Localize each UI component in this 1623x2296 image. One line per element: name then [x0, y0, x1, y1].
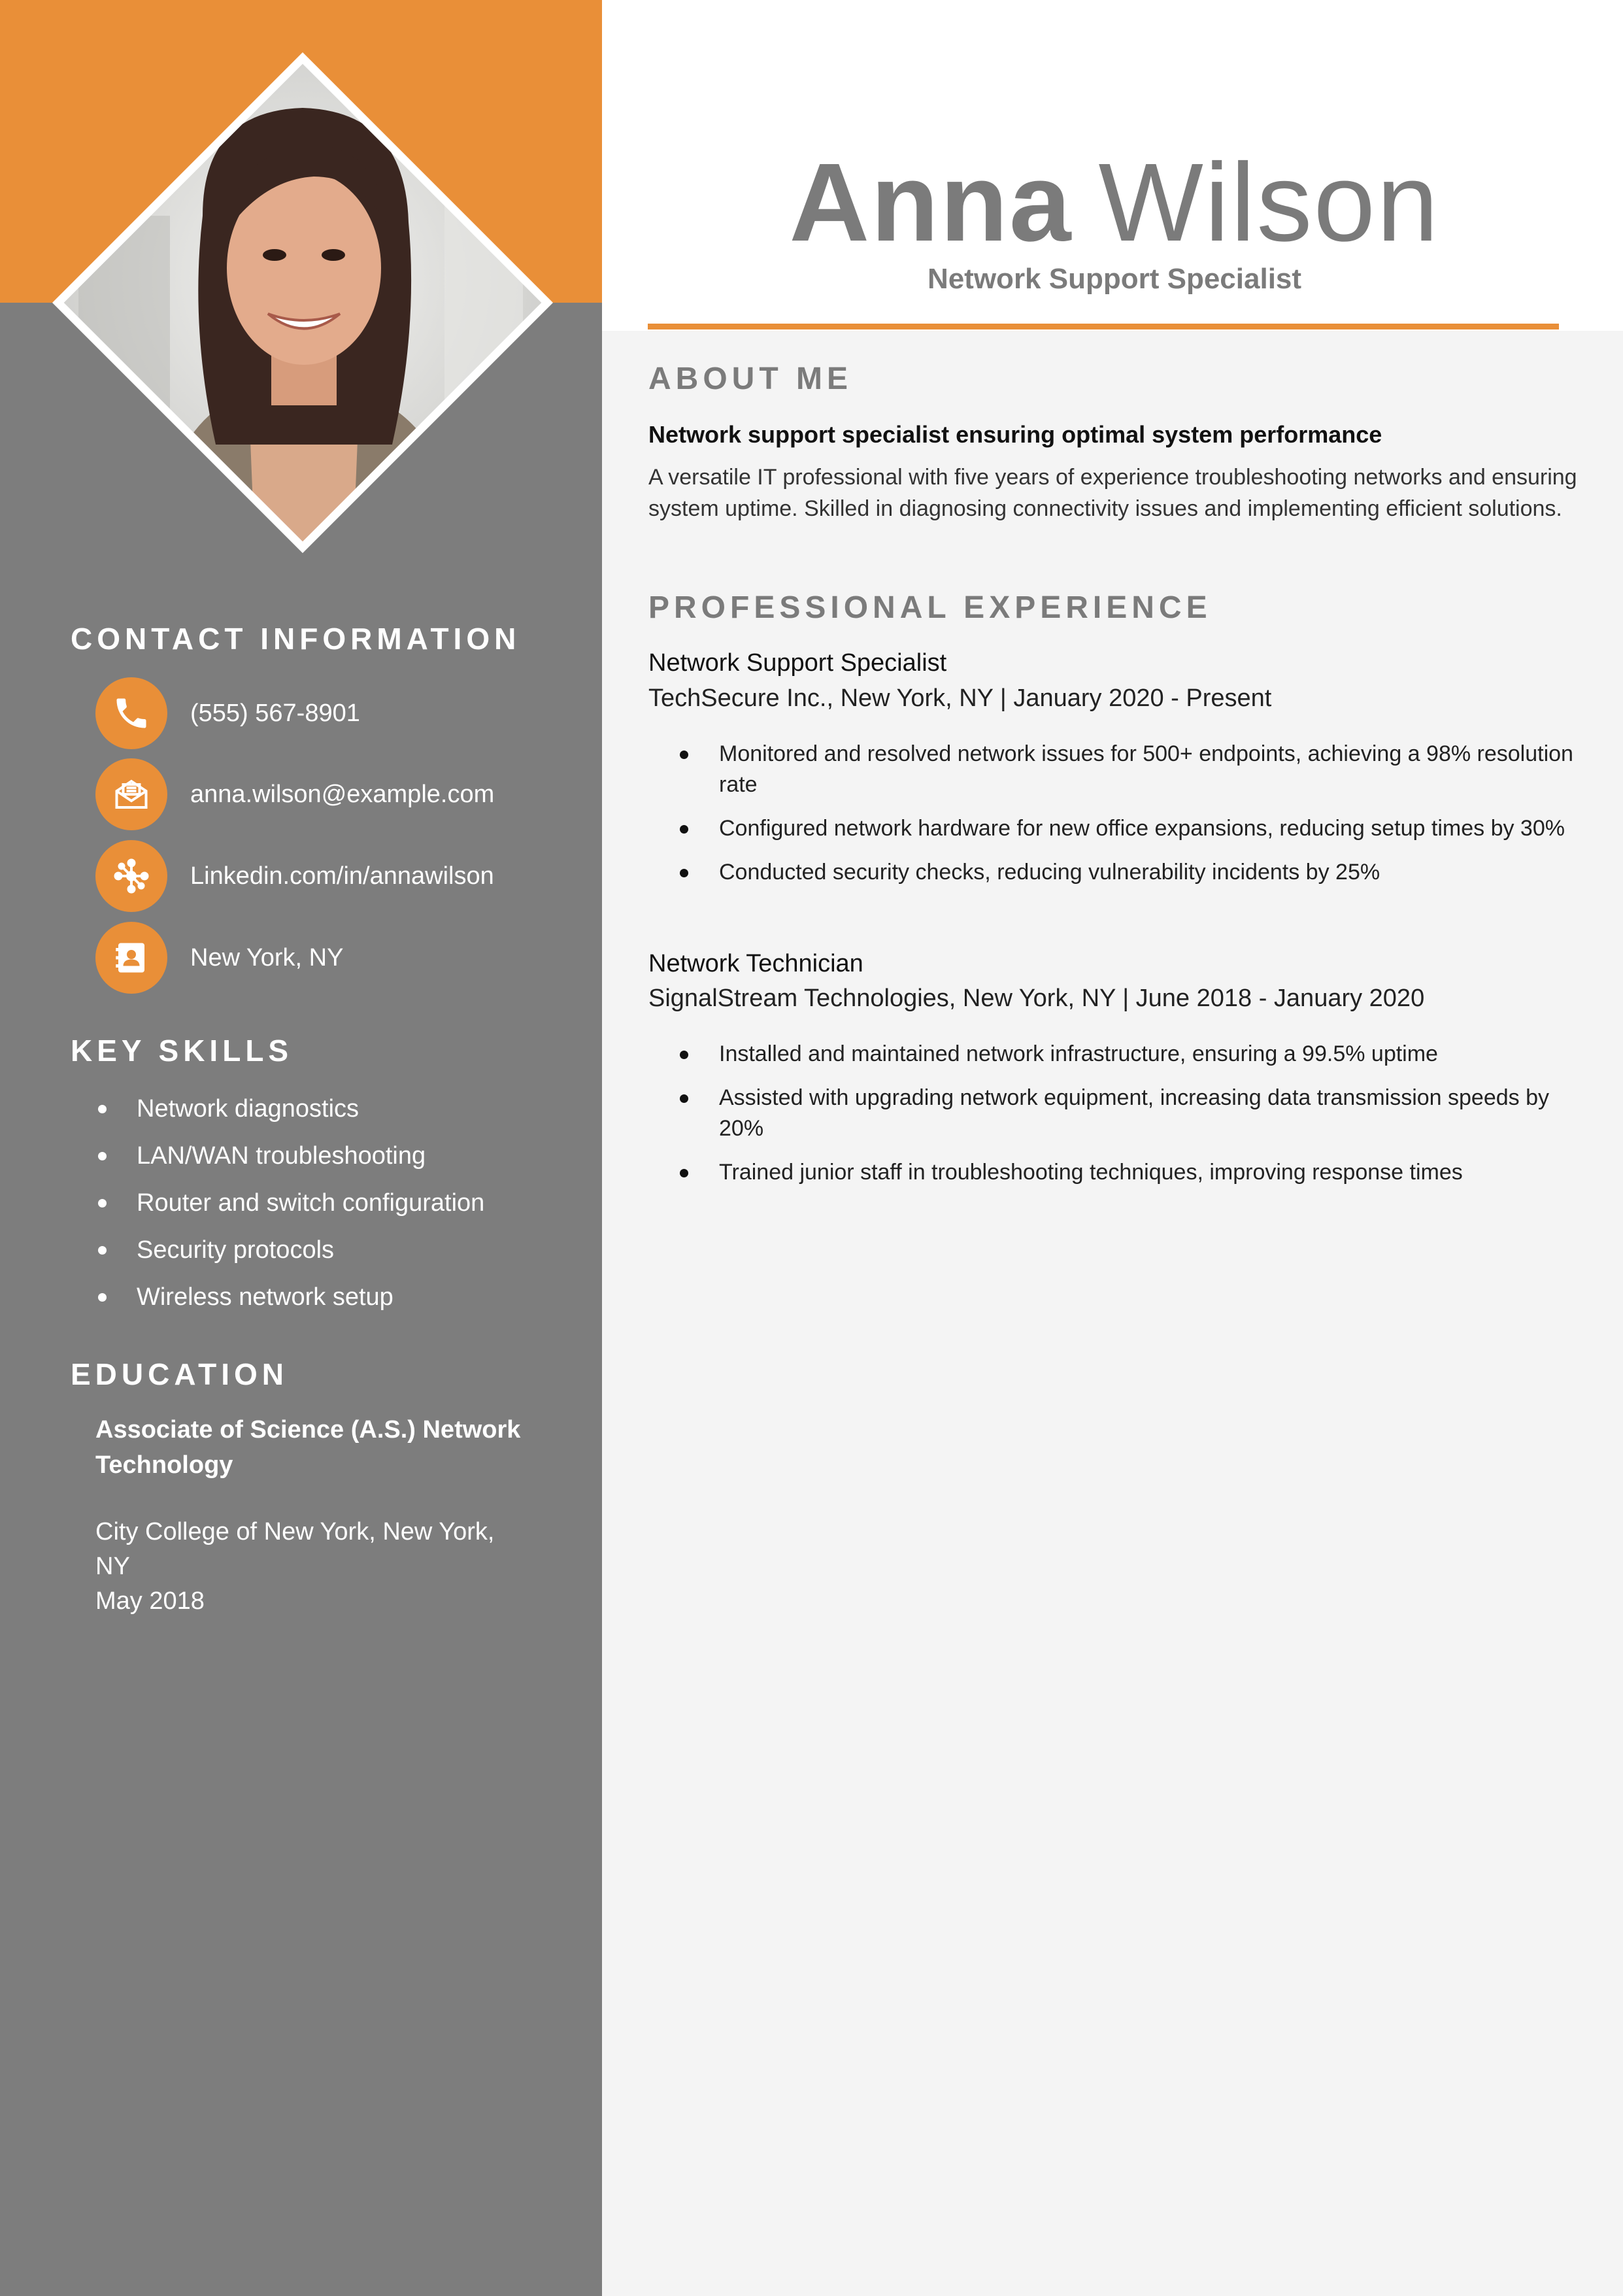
experience-heading: PROFESSIONAL EXPERIENCE — [648, 590, 1212, 625]
skill-text: LAN/WAN troubleshooting — [137, 1142, 426, 1170]
about-lead: Network support specialist ensuring optimal system performance — [648, 421, 1382, 448]
bullet-text: Installed and maintained network infrastructure, ensuring a 99.5% uptime — [719, 1041, 1438, 1066]
list-item — [95, 1132, 484, 1179]
list-item — [680, 1083, 1595, 1144]
education-heading: EDUCATION — [71, 1357, 289, 1391]
job-bullets — [680, 1039, 1595, 1201]
bullet-dot — [680, 1051, 688, 1059]
education-school: City College of New York, New York, NY — [95, 1518, 495, 1580]
list-item — [95, 1274, 484, 1321]
job-role: Network Support Specialist — [648, 649, 947, 677]
job-bullets — [680, 739, 1595, 901]
list-item — [680, 857, 1595, 888]
bullet-dot — [680, 1169, 688, 1177]
bullet-dot — [98, 1293, 107, 1302]
bullet-text: Trained junior staff in troubleshooting techniques, improving response times — [719, 1160, 1463, 1185]
contact-text: anna.wilson@example.com — [190, 780, 495, 808]
bullet-text: Configured network hardware for new office expansions, reducing setup times by 30% — [719, 816, 1565, 841]
job-title: Network Support Specialist — [927, 263, 1302, 295]
bullet-text: Assisted with upgrading network equipment, increasing data transmission speeds by 20% — [719, 1085, 1550, 1141]
mail-icon — [95, 758, 167, 830]
job-meta: TechSecure Inc., New York, NY | January 2020 - Present — [648, 684, 1272, 712]
bullet-dot — [680, 825, 688, 834]
skill-text: Router and switch configuration — [137, 1189, 485, 1217]
education-date: May 2018 — [95, 1587, 205, 1615]
bullet-dot — [98, 1246, 107, 1255]
last-name: Wilson — [1098, 141, 1440, 265]
bullet-text: Conducted security checks, reducing vulnerability incidents by 25% — [719, 860, 1380, 885]
first-name: Anna — [789, 141, 1073, 265]
header-divider — [648, 324, 1559, 329]
bullet-dot — [98, 1105, 107, 1113]
skill-text: Network diagnostics — [137, 1095, 360, 1123]
address-book-icon — [95, 922, 167, 994]
list-item — [95, 1085, 484, 1132]
about-text: A versatile IT professional with five years of experience troubleshooting networks and ensuring system uptime. Skilled in diagnosing connectivity issues and implementing efficient solutions. — [648, 465, 1577, 521]
bullet-dot — [98, 1199, 107, 1207]
candidate-name — [647, 136, 1582, 269]
contact-text: New York, NY — [190, 943, 344, 971]
bullet-dot — [680, 1094, 688, 1103]
contact-linkedin — [95, 840, 494, 912]
job-meta: SignalStream Technologies, New York, NY | June 2018 - January 2020 — [648, 985, 1425, 1012]
job-role: Network Technician — [648, 950, 863, 977]
about-heading: ABOUT ME — [648, 362, 852, 396]
list-item — [680, 1039, 1595, 1070]
skill-text: Security protocols — [137, 1236, 335, 1264]
contact-email — [95, 758, 494, 830]
contact-text: (555) 567-8901 — [190, 699, 360, 727]
bullet-text: Monitored and resolved network issues for 500+ endpoints, achieving a 98% resolution rate — [719, 741, 1573, 797]
skills-list — [95, 1085, 484, 1321]
phone-icon — [95, 677, 167, 749]
list-item — [680, 1157, 1595, 1188]
skills-heading: KEY SKILLS — [71, 1034, 293, 1068]
list-item — [680, 813, 1595, 844]
network-icon — [95, 840, 167, 912]
profile-photo — [52, 52, 553, 553]
list-item — [95, 1226, 484, 1274]
bullet-dot — [98, 1152, 107, 1160]
bullet-dot — [680, 751, 688, 759]
contact-heading: CONTACT INFORMATION — [71, 622, 521, 656]
skill-text: Wireless network setup — [137, 1283, 393, 1311]
bullet-dot — [680, 869, 688, 877]
contact-location — [95, 922, 343, 994]
list-item — [680, 739, 1595, 800]
list-item — [95, 1179, 484, 1226]
education-degree: Associate of Science (A.S.) Network Technology — [95, 1416, 521, 1479]
contact-phone — [95, 677, 360, 749]
contact-text: Linkedin.com/in/annawilson — [190, 862, 494, 890]
